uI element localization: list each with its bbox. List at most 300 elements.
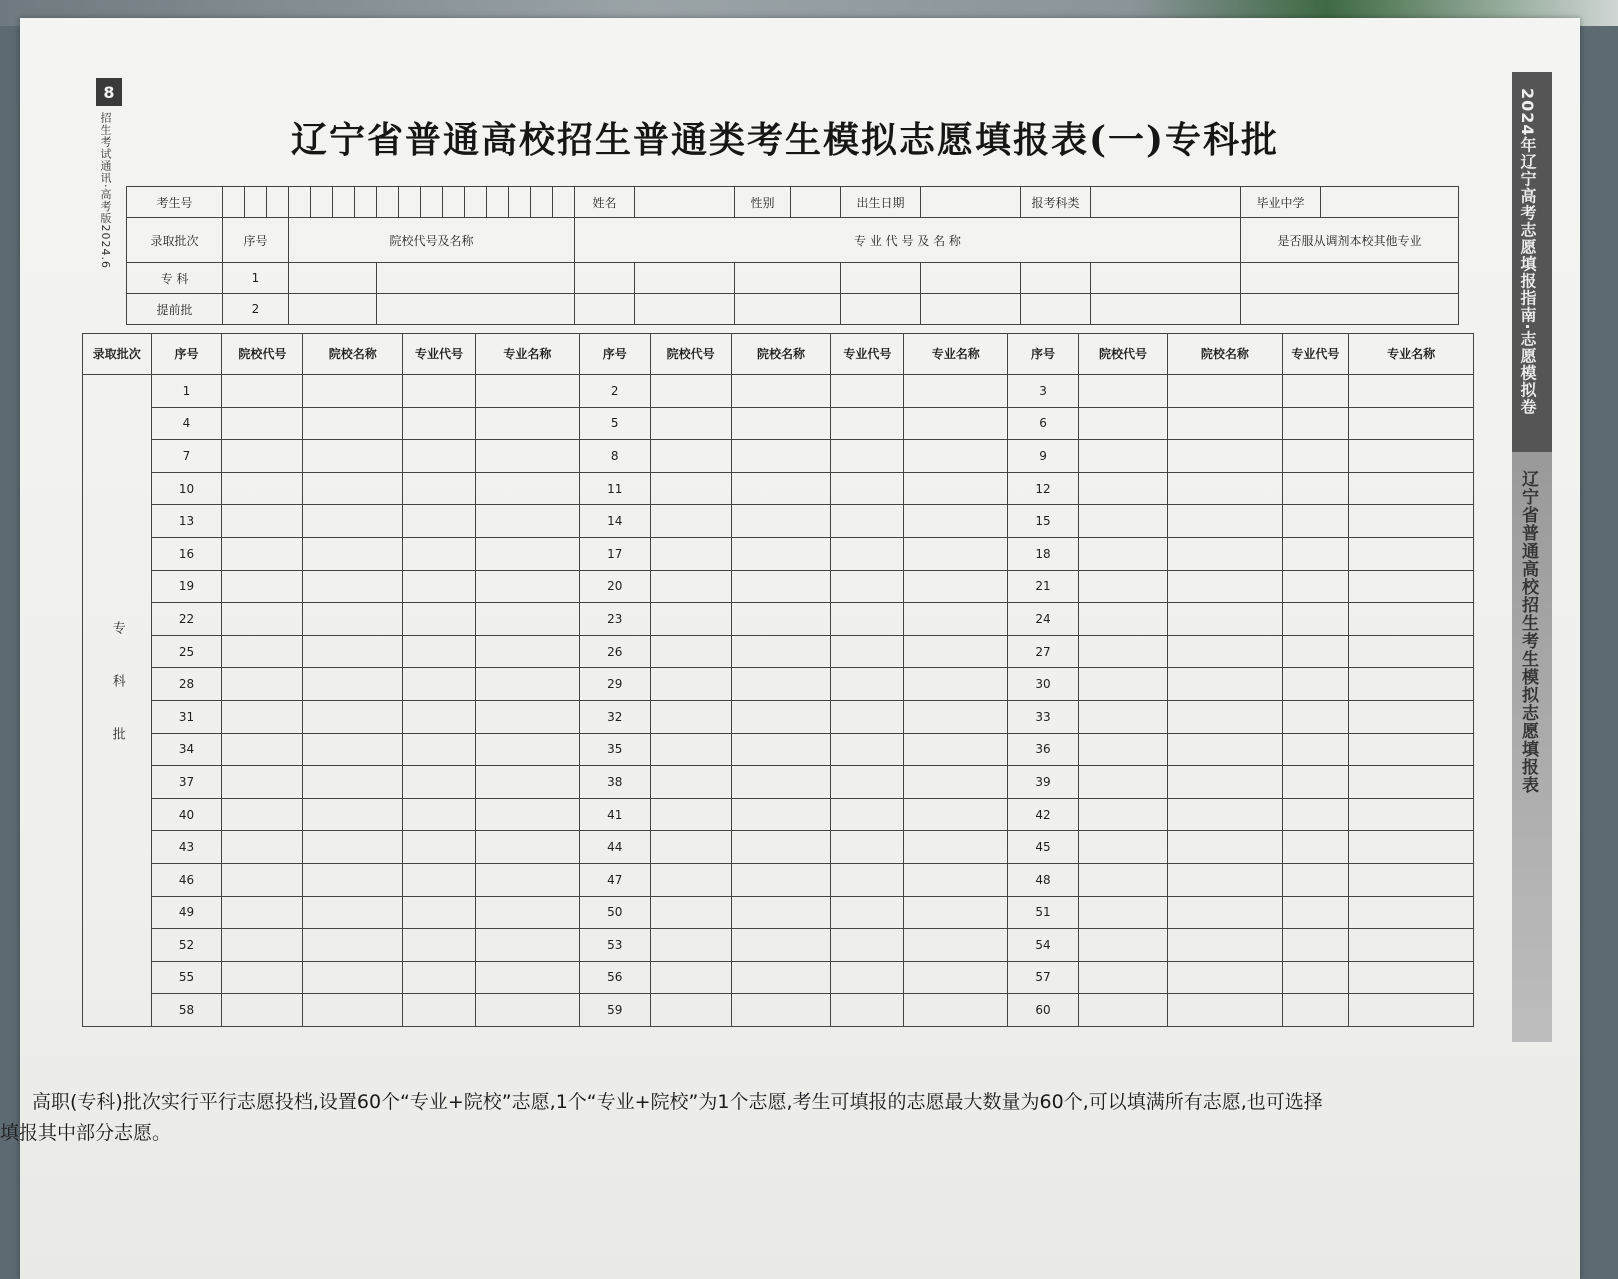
major-name-cell[interactable] <box>475 994 579 1027</box>
major-code-cell[interactable] <box>403 407 476 440</box>
seq-number: 5 <box>579 407 650 440</box>
major-name-cell[interactable] <box>475 407 579 440</box>
major-code-cell[interactable] <box>403 440 476 473</box>
major-code-cell[interactable] <box>735 263 841 294</box>
examinee-no-digit[interactable] <box>465 187 487 218</box>
college-code-cell[interactable] <box>222 603 303 636</box>
major-code-cell[interactable] <box>403 863 476 896</box>
major-code-cell[interactable] <box>831 635 904 668</box>
major-name-cell[interactable] <box>475 570 579 603</box>
major-code-cell[interactable] <box>1282 505 1349 538</box>
major-code-cell[interactable] <box>403 537 476 570</box>
major-name-cell[interactable] <box>1349 635 1474 668</box>
major-name-cell[interactable] <box>904 440 1008 473</box>
college-code-cell[interactable] <box>1078 537 1167 570</box>
college-name-cell[interactable] <box>1168 994 1282 1027</box>
college-code-cell[interactable] <box>1078 505 1167 538</box>
college-code-cell[interactable] <box>222 668 303 701</box>
major-code-cell[interactable] <box>1091 294 1241 325</box>
college-name-cell[interactable] <box>731 635 831 668</box>
major-name-cell[interactable] <box>1349 700 1474 733</box>
college-name-cell[interactable] <box>303 896 403 929</box>
major-code-cell[interactable] <box>403 896 476 929</box>
major-name-cell[interactable] <box>475 603 579 636</box>
major-code-cell[interactable] <box>831 896 904 929</box>
major-code-cell[interactable] <box>575 263 635 294</box>
college-name-cell[interactable] <box>1168 537 1282 570</box>
examinee-no-digit[interactable] <box>443 187 465 218</box>
major-name-cell[interactable] <box>475 896 579 929</box>
major-name-cell[interactable] <box>904 472 1008 505</box>
college-code-cell[interactable] <box>650 570 731 603</box>
college-code-cell[interactable] <box>222 798 303 831</box>
college-code-cell[interactable] <box>650 831 731 864</box>
college-code-cell[interactable] <box>1078 570 1167 603</box>
major-name-cell[interactable] <box>475 863 579 896</box>
major-name-cell[interactable] <box>475 635 579 668</box>
seq-number: 48 <box>1008 863 1079 896</box>
college-name-cell[interactable] <box>303 537 403 570</box>
college-name-cell[interactable] <box>303 505 403 538</box>
major-name-cell[interactable] <box>904 635 1008 668</box>
obey-cell[interactable] <box>1241 294 1459 325</box>
major-code-cell[interactable] <box>1282 668 1349 701</box>
major-name-cell[interactable] <box>1349 472 1474 505</box>
college-name-cell[interactable] <box>1168 700 1282 733</box>
college-code-cell[interactable] <box>1078 798 1167 831</box>
examinee-no-digit[interactable] <box>399 187 421 218</box>
major-name-cell[interactable] <box>475 733 579 766</box>
college-code-cell[interactable] <box>222 700 303 733</box>
major-name-cell[interactable] <box>1349 505 1474 538</box>
college-code-cell[interactable] <box>650 994 731 1027</box>
major-code-cell[interactable] <box>831 537 904 570</box>
college-name-cell[interactable] <box>303 570 403 603</box>
college-name-cell[interactable] <box>731 961 831 994</box>
major-code-cell[interactable] <box>403 994 476 1027</box>
college-code-cell[interactable] <box>222 766 303 799</box>
major-code-cell[interactable] <box>831 440 904 473</box>
major-code-cell[interactable] <box>1282 407 1349 440</box>
table-row <box>83 700 1474 733</box>
college-name-cell[interactable] <box>303 929 403 962</box>
major-code-cell[interactable] <box>1282 863 1349 896</box>
college-name-cell[interactable] <box>303 440 403 473</box>
college-code-cell[interactable] <box>1078 863 1167 896</box>
college-name-cell[interactable] <box>1168 407 1282 440</box>
college-code-cell[interactable] <box>650 375 731 408</box>
major-code-cell[interactable] <box>921 294 1021 325</box>
major-code-cell[interactable] <box>831 994 904 1027</box>
college-code-cell[interactable] <box>1078 929 1167 962</box>
college-code-cell[interactable] <box>650 440 731 473</box>
college-code-cell[interactable] <box>1078 896 1167 929</box>
examinee-no-digit[interactable] <box>509 187 531 218</box>
major-code-cell[interactable] <box>403 733 476 766</box>
college-name-cell[interactable] <box>1168 603 1282 636</box>
major-name-cell[interactable] <box>904 570 1008 603</box>
major-name-cell[interactable] <box>1349 668 1474 701</box>
college-name-cell[interactable] <box>1168 831 1282 864</box>
college-name-cell[interactable] <box>731 472 831 505</box>
major-name-cell[interactable] <box>1021 294 1091 325</box>
major-code-cell[interactable] <box>1282 603 1349 636</box>
college-code-cell[interactable] <box>1078 635 1167 668</box>
college-name-cell[interactable] <box>1168 798 1282 831</box>
major-name-cell[interactable] <box>1349 537 1474 570</box>
college-name-cell[interactable] <box>731 831 831 864</box>
college-name-cell[interactable] <box>377 294 575 325</box>
college-code-cell[interactable] <box>222 733 303 766</box>
major-name-cell[interactable] <box>1349 994 1474 1027</box>
major-name-cell[interactable] <box>904 668 1008 701</box>
college-code-cell[interactable] <box>650 896 731 929</box>
college-name-cell[interactable] <box>731 570 831 603</box>
college-code-cell[interactable] <box>1078 766 1167 799</box>
major-code-cell[interactable] <box>1091 263 1241 294</box>
major-code-cell[interactable] <box>1282 635 1349 668</box>
seq-number: 19 <box>151 570 222 603</box>
major-code-cell[interactable] <box>403 700 476 733</box>
college-name-cell[interactable] <box>303 994 403 1027</box>
college-name-cell[interactable] <box>731 700 831 733</box>
major-code-cell[interactable] <box>403 929 476 962</box>
college-code-cell[interactable] <box>650 929 731 962</box>
major-name-cell[interactable] <box>1349 570 1474 603</box>
major-code-cell[interactable] <box>1282 440 1349 473</box>
college-code-cell[interactable] <box>1078 831 1167 864</box>
seq-number: 47 <box>579 863 650 896</box>
college-name-cell[interactable] <box>1168 505 1282 538</box>
major-code-cell[interactable] <box>831 961 904 994</box>
major-code-cell[interactable] <box>1282 570 1349 603</box>
major-code-cell[interactable] <box>831 472 904 505</box>
header-major-code: 专业代号 <box>403 334 476 375</box>
examinee-no-digit[interactable] <box>245 187 267 218</box>
major-name-cell[interactable] <box>475 472 579 505</box>
name-field[interactable] <box>635 187 735 218</box>
examinee-no-digit[interactable] <box>333 187 355 218</box>
major-code-cell[interactable] <box>831 668 904 701</box>
major-name-cell[interactable] <box>475 505 579 538</box>
college-code-cell[interactable] <box>650 961 731 994</box>
major-code-cell[interactable] <box>403 668 476 701</box>
major-name-cell[interactable] <box>841 263 921 294</box>
major-code-cell[interactable] <box>831 766 904 799</box>
college-code-cell[interactable] <box>650 863 731 896</box>
college-code-cell[interactable] <box>222 407 303 440</box>
major-name-cell[interactable] <box>1349 798 1474 831</box>
college-name-cell[interactable] <box>1168 668 1282 701</box>
college-name-cell[interactable] <box>1168 570 1282 603</box>
college-name-cell[interactable] <box>731 896 831 929</box>
major-code-cell[interactable] <box>1282 961 1349 994</box>
college-name-cell[interactable] <box>303 798 403 831</box>
major-code-cell[interactable] <box>831 929 904 962</box>
college-name-cell[interactable] <box>731 407 831 440</box>
college-code-cell[interactable] <box>650 733 731 766</box>
major-name-cell[interactable] <box>904 766 1008 799</box>
college-code-cell[interactable] <box>222 929 303 962</box>
major-name-cell[interactable] <box>475 766 579 799</box>
college-code-cell[interactable] <box>222 505 303 538</box>
seq-number: 17 <box>579 537 650 570</box>
college-name-cell[interactable] <box>731 668 831 701</box>
college-code-cell[interactable] <box>222 537 303 570</box>
major-name-cell[interactable] <box>904 798 1008 831</box>
major-code-cell[interactable] <box>1282 766 1349 799</box>
major-code-cell[interactable] <box>831 733 904 766</box>
major-code-cell[interactable] <box>921 263 1021 294</box>
major-code-cell[interactable] <box>403 635 476 668</box>
college-code-cell[interactable] <box>1078 733 1167 766</box>
college-code-cell[interactable] <box>222 961 303 994</box>
examinee-no-digit[interactable] <box>355 187 377 218</box>
major-code-cell[interactable] <box>1282 798 1349 831</box>
major-code-cell[interactable] <box>1282 994 1349 1027</box>
major-code-cell[interactable] <box>403 766 476 799</box>
college-name-cell[interactable] <box>1168 375 1282 408</box>
major-name-cell[interactable] <box>904 375 1008 408</box>
major-name-cell[interactable] <box>904 733 1008 766</box>
table-row <box>83 929 1474 962</box>
major-name-cell[interactable] <box>1021 263 1091 294</box>
major-name-cell[interactable] <box>475 798 579 831</box>
college-name-cell[interactable] <box>1168 472 1282 505</box>
major-code-cell[interactable] <box>831 603 904 636</box>
gender-field[interactable] <box>791 187 841 218</box>
major-code-cell[interactable] <box>1282 472 1349 505</box>
major-name-cell[interactable] <box>1349 929 1474 962</box>
major-name-cell[interactable] <box>904 505 1008 538</box>
major-code-cell[interactable] <box>1282 700 1349 733</box>
college-name-cell[interactable] <box>303 733 403 766</box>
college-name-cell[interactable] <box>377 263 575 294</box>
college-code-cell[interactable] <box>222 472 303 505</box>
major-name-cell[interactable] <box>841 294 921 325</box>
major-code-cell[interactable] <box>403 570 476 603</box>
obey-cell[interactable] <box>1241 263 1459 294</box>
examinee-no-digit[interactable] <box>421 187 443 218</box>
college-name-cell[interactable] <box>303 603 403 636</box>
college-code-cell[interactable] <box>650 472 731 505</box>
college-code-cell[interactable] <box>1078 472 1167 505</box>
college-name-cell[interactable] <box>731 929 831 962</box>
major-code-cell[interactable] <box>831 798 904 831</box>
college-code-cell[interactable] <box>650 668 731 701</box>
major-code-cell[interactable] <box>831 863 904 896</box>
seq-number: 11 <box>579 472 650 505</box>
college-name-cell[interactable] <box>731 994 831 1027</box>
major-name-cell[interactable] <box>904 603 1008 636</box>
major-name-cell[interactable] <box>475 537 579 570</box>
major-code-cell[interactable] <box>403 603 476 636</box>
major-code-cell[interactable] <box>1282 733 1349 766</box>
college-code-cell[interactable] <box>650 603 731 636</box>
college-name-cell[interactable] <box>1168 863 1282 896</box>
subject-field[interactable] <box>1091 187 1241 218</box>
college-name-cell[interactable] <box>303 635 403 668</box>
major-code-cell[interactable] <box>403 961 476 994</box>
footnote-line-2: 填报其中部分志愿。 <box>0 1122 172 1144</box>
college-name-cell[interactable] <box>303 700 403 733</box>
college-name-cell[interactable] <box>731 440 831 473</box>
college-name-cell[interactable] <box>303 961 403 994</box>
major-name-cell[interactable] <box>475 668 579 701</box>
college-name-cell[interactable] <box>731 766 831 799</box>
major-name-cell[interactable] <box>475 929 579 962</box>
college-code-cell[interactable] <box>650 798 731 831</box>
major-name-cell[interactable] <box>1349 375 1474 408</box>
batch-label: 录取批次 <box>127 218 223 263</box>
examinee-no-digit[interactable] <box>223 187 245 218</box>
college-code-cell[interactable] <box>650 537 731 570</box>
table-row <box>83 831 1474 864</box>
college-name-cell[interactable] <box>303 668 403 701</box>
major-name-cell[interactable] <box>1349 407 1474 440</box>
college-name-cell[interactable] <box>1168 766 1282 799</box>
major-name-cell[interactable] <box>904 407 1008 440</box>
major-name-cell[interactable] <box>635 263 735 294</box>
college-name-cell[interactable] <box>303 863 403 896</box>
table-row <box>83 994 1474 1027</box>
college-code-cell[interactable] <box>650 700 731 733</box>
college-code-cell[interactable] <box>222 831 303 864</box>
major-code-cell[interactable] <box>1282 896 1349 929</box>
college-name-cell[interactable] <box>1168 635 1282 668</box>
college-name-cell[interactable] <box>303 831 403 864</box>
seq-number: 4 <box>151 407 222 440</box>
college-code-cell[interactable] <box>650 766 731 799</box>
major-name-cell[interactable] <box>635 294 735 325</box>
college-name-cell[interactable] <box>1168 961 1282 994</box>
college-code-cell[interactable] <box>1078 994 1167 1027</box>
college-code-cell[interactable] <box>1078 440 1167 473</box>
major-code-cell[interactable] <box>403 472 476 505</box>
examinee-no-digit[interactable] <box>487 187 509 218</box>
major-code-cell[interactable] <box>403 505 476 538</box>
college-code-cell[interactable] <box>650 407 731 440</box>
college-code-cell[interactable] <box>289 263 377 294</box>
major-name-cell[interactable] <box>1349 766 1474 799</box>
major-code-cell[interactable] <box>831 505 904 538</box>
college-name-cell[interactable] <box>1168 440 1282 473</box>
college-code-cell[interactable] <box>222 863 303 896</box>
major-code-cell[interactable] <box>1282 929 1349 962</box>
major-name-cell[interactable] <box>904 831 1008 864</box>
major-code-cell[interactable] <box>831 407 904 440</box>
college-name-cell[interactable] <box>731 537 831 570</box>
college-name-cell[interactable] <box>303 472 403 505</box>
major-name-cell[interactable] <box>904 896 1008 929</box>
major-name-cell[interactable] <box>1349 733 1474 766</box>
birth-label: 出生日期 <box>841 187 921 218</box>
college-code-cell[interactable] <box>650 635 731 668</box>
major-code-cell[interactable] <box>403 798 476 831</box>
college-name-cell[interactable] <box>731 505 831 538</box>
examinee-no-digit[interactable] <box>531 187 553 218</box>
seq-number: 25 <box>151 635 222 668</box>
major-name-cell[interactable] <box>475 700 579 733</box>
major-name-cell[interactable] <box>904 994 1008 1027</box>
major-name-cell[interactable] <box>1349 440 1474 473</box>
college-code-cell[interactable] <box>222 375 303 408</box>
college-code-cell[interactable] <box>1078 407 1167 440</box>
college-code-cell[interactable] <box>222 896 303 929</box>
major-name-cell[interactable] <box>904 929 1008 962</box>
college-code-cell[interactable] <box>1078 603 1167 636</box>
major-code-cell[interactable] <box>831 700 904 733</box>
college-name-cell[interactable] <box>303 407 403 440</box>
college-name-cell[interactable] <box>731 375 831 408</box>
major-name-cell[interactable] <box>904 961 1008 994</box>
college-name-cell[interactable] <box>731 733 831 766</box>
table-row <box>83 375 1474 408</box>
college-code-cell[interactable] <box>650 505 731 538</box>
college-name-cell[interactable] <box>731 863 831 896</box>
major-name-cell[interactable] <box>904 700 1008 733</box>
major-code-cell[interactable] <box>575 294 635 325</box>
major-name-cell[interactable] <box>475 440 579 473</box>
major-code-cell[interactable] <box>735 294 841 325</box>
major-name-cell[interactable] <box>1349 896 1474 929</box>
examinee-no-digit[interactable] <box>553 187 575 218</box>
examinee-no-digit[interactable] <box>311 187 333 218</box>
college-code-cell[interactable] <box>1078 700 1167 733</box>
major-code-cell[interactable] <box>831 375 904 408</box>
major-name-cell[interactable] <box>475 961 579 994</box>
school-field[interactable] <box>1321 187 1459 218</box>
college-code-cell[interactable] <box>222 994 303 1027</box>
college-code-cell[interactable] <box>1078 668 1167 701</box>
major-name-cell[interactable] <box>1349 961 1474 994</box>
major-name-cell[interactable] <box>1349 863 1474 896</box>
college-name-cell[interactable] <box>731 603 831 636</box>
seq-1: 1 <box>223 263 289 294</box>
seq-number: 13 <box>151 505 222 538</box>
college-code-cell[interactable] <box>1078 375 1167 408</box>
college-code-cell[interactable] <box>222 635 303 668</box>
major-code-cell[interactable] <box>403 831 476 864</box>
major-name-cell[interactable] <box>475 831 579 864</box>
examinee-no-digit[interactable] <box>377 187 399 218</box>
college-name-cell[interactable] <box>1168 929 1282 962</box>
major-code-cell[interactable] <box>1282 831 1349 864</box>
college-code-cell[interactable] <box>222 570 303 603</box>
college-code-cell[interactable] <box>222 440 303 473</box>
major-name-cell[interactable] <box>1349 831 1474 864</box>
major-name-cell[interactable] <box>904 537 1008 570</box>
major-name-cell[interactable] <box>904 863 1008 896</box>
college-name-cell[interactable] <box>303 766 403 799</box>
major-code-cell[interactable] <box>1282 375 1349 408</box>
college-code-cell[interactable] <box>289 294 377 325</box>
major-code-cell[interactable] <box>1282 537 1349 570</box>
birth-field[interactable] <box>921 187 1021 218</box>
major-code-cell[interactable] <box>831 831 904 864</box>
college-name-cell[interactable] <box>1168 733 1282 766</box>
major-name-cell[interactable] <box>475 375 579 408</box>
college-code-cell[interactable] <box>1078 961 1167 994</box>
major-code-cell[interactable] <box>831 570 904 603</box>
major-name-cell[interactable] <box>1349 603 1474 636</box>
major-code-cell[interactable] <box>403 375 476 408</box>
examinee-no-digit[interactable] <box>289 187 311 218</box>
college-name-cell[interactable] <box>303 375 403 408</box>
college-name-cell[interactable] <box>731 798 831 831</box>
examinee-no-digit[interactable] <box>267 187 289 218</box>
college-name-cell[interactable] <box>1168 896 1282 929</box>
